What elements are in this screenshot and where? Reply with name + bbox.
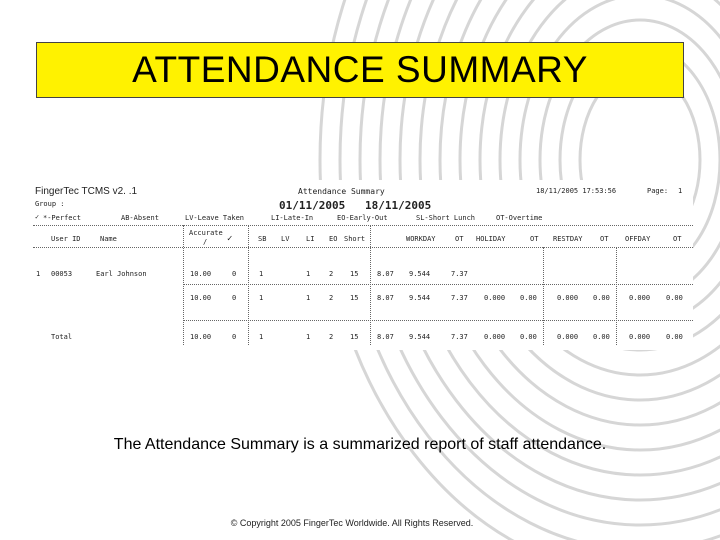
slide-caption: The Attendance Summary is a summarized report of staff attendance. xyxy=(113,436,607,453)
legend-item: *-Perfect xyxy=(43,214,81,222)
legend-item: OT-Overtime xyxy=(496,214,543,222)
cell-lv: 1 xyxy=(306,294,311,302)
cell-eo: 15 xyxy=(350,294,359,302)
cell-accurate: 10.00 xyxy=(190,294,212,302)
report-system-name: FingerTec TCMS v2. .1 xyxy=(35,186,138,197)
cell-lv: 1 xyxy=(306,333,311,341)
legend-check-icon: ✓ xyxy=(35,213,40,221)
cell-sb: 1 xyxy=(259,333,264,341)
header-check-icon: ✓ xyxy=(227,234,233,244)
legend-item: LV-Leave Taken xyxy=(185,214,245,222)
header-name: Name xyxy=(100,235,117,243)
header-user-id: User ID xyxy=(51,235,81,243)
cell-workday-ot: 7.37 xyxy=(451,270,468,278)
grid-line xyxy=(33,247,693,248)
cell-restday-ot: 0.00 xyxy=(593,333,610,341)
cell-ab: 0 xyxy=(232,270,237,278)
cell-name: Earl Johnson xyxy=(96,270,147,278)
cell-sb: 1 xyxy=(259,294,264,302)
cell-user-id: 00053 xyxy=(51,270,73,278)
header-restday-ot: OT xyxy=(600,235,609,243)
cell-workday: 9.544 xyxy=(409,294,431,302)
header-accurate: Accurate xyxy=(189,229,223,237)
cell-holiday-ot: 0.00 xyxy=(520,294,537,302)
cell-workday-ot: 7.37 xyxy=(451,294,468,302)
grid-line xyxy=(370,225,371,345)
cell-workday: 9.544 xyxy=(409,333,431,341)
grid-line xyxy=(248,225,249,345)
cell-workday-ot: 7.37 xyxy=(451,333,468,341)
header-offday-ot: OT xyxy=(673,235,682,243)
header-holiday: HOLIDAY xyxy=(476,235,506,243)
grid-line xyxy=(616,247,617,345)
cell-holiday: 0.000 xyxy=(484,294,506,302)
header-short: Short xyxy=(344,235,366,243)
header-workday: WORKDAY xyxy=(406,235,436,243)
legend-item: LI-Late-In xyxy=(271,214,314,222)
cell-offday-ot: 0.00 xyxy=(666,294,683,302)
cell-li: 2 xyxy=(329,270,334,278)
cell-no: 1 xyxy=(36,270,41,278)
slide-title: ATTENDANCE SUMMARY xyxy=(132,49,588,90)
cell-offday: 0.000 xyxy=(629,294,651,302)
cell-short: 8.07 xyxy=(377,270,394,278)
title-banner xyxy=(36,42,684,98)
cell-restday: 0.000 xyxy=(557,333,579,341)
cell-lv: 1 xyxy=(306,270,311,278)
header-lv: LV xyxy=(281,235,290,243)
cell-ab: 0 xyxy=(232,294,237,302)
cell-short: 8.07 xyxy=(377,294,394,302)
header-li: LI xyxy=(306,235,315,243)
cell-accurate: 10.00 xyxy=(190,333,212,341)
report-group-label: Group : xyxy=(35,200,65,208)
cell-sb: 1 xyxy=(259,270,264,278)
report-page-label: Page: xyxy=(647,187,669,195)
cell-short: 8.07 xyxy=(377,333,394,341)
cell-li: 2 xyxy=(329,333,334,341)
header-workday-ot: OT xyxy=(455,235,464,243)
report-print-datetime: 18/11/2005 17:53:56 xyxy=(536,187,617,195)
cell-restday: 0.000 xyxy=(557,294,579,302)
cell-ab: 0 xyxy=(232,333,237,341)
header-sub: / xyxy=(203,238,208,246)
report-title: Attendance Summary xyxy=(298,187,385,196)
cell-restday-ot: 0.00 xyxy=(593,294,610,302)
legend-item: AB-Absent xyxy=(121,214,159,222)
report-date-from: 01/11/2005 xyxy=(279,199,346,212)
copyright-notice: © Copyright 2005 FingerTec Worldwide. All Rights Reserved. xyxy=(230,518,474,528)
cell-accurate: 10.00 xyxy=(190,270,212,278)
legend-item: SL-Short Lunch xyxy=(416,214,476,222)
grid-line xyxy=(543,247,544,345)
grid-line xyxy=(33,225,693,226)
cell-holiday: 0.000 xyxy=(484,333,506,341)
header-eo: EO xyxy=(329,235,338,243)
cell-offday-ot: 0.00 xyxy=(666,333,683,341)
cell-holiday-ot: 0.00 xyxy=(520,333,537,341)
grid-line xyxy=(183,225,184,345)
report-page-number: 1 xyxy=(678,187,683,195)
header-restday: RESTDAY xyxy=(553,235,583,243)
header-sb: SB xyxy=(258,235,267,243)
cell-offday: 0.000 xyxy=(629,333,651,341)
cell-eo: 15 xyxy=(350,333,359,341)
report-date-to: 18/11/2005 xyxy=(365,199,432,212)
attendance-report-image xyxy=(33,180,693,350)
header-holiday-ot: OT xyxy=(530,235,539,243)
cell-eo: 15 xyxy=(350,270,359,278)
legend-item: EO-Early-Out xyxy=(337,214,388,222)
cell-li: 2 xyxy=(329,294,334,302)
cell-total-label: Total xyxy=(51,333,73,341)
header-offday: OFFDAY xyxy=(625,235,651,243)
cell-workday: 9.544 xyxy=(409,270,431,278)
